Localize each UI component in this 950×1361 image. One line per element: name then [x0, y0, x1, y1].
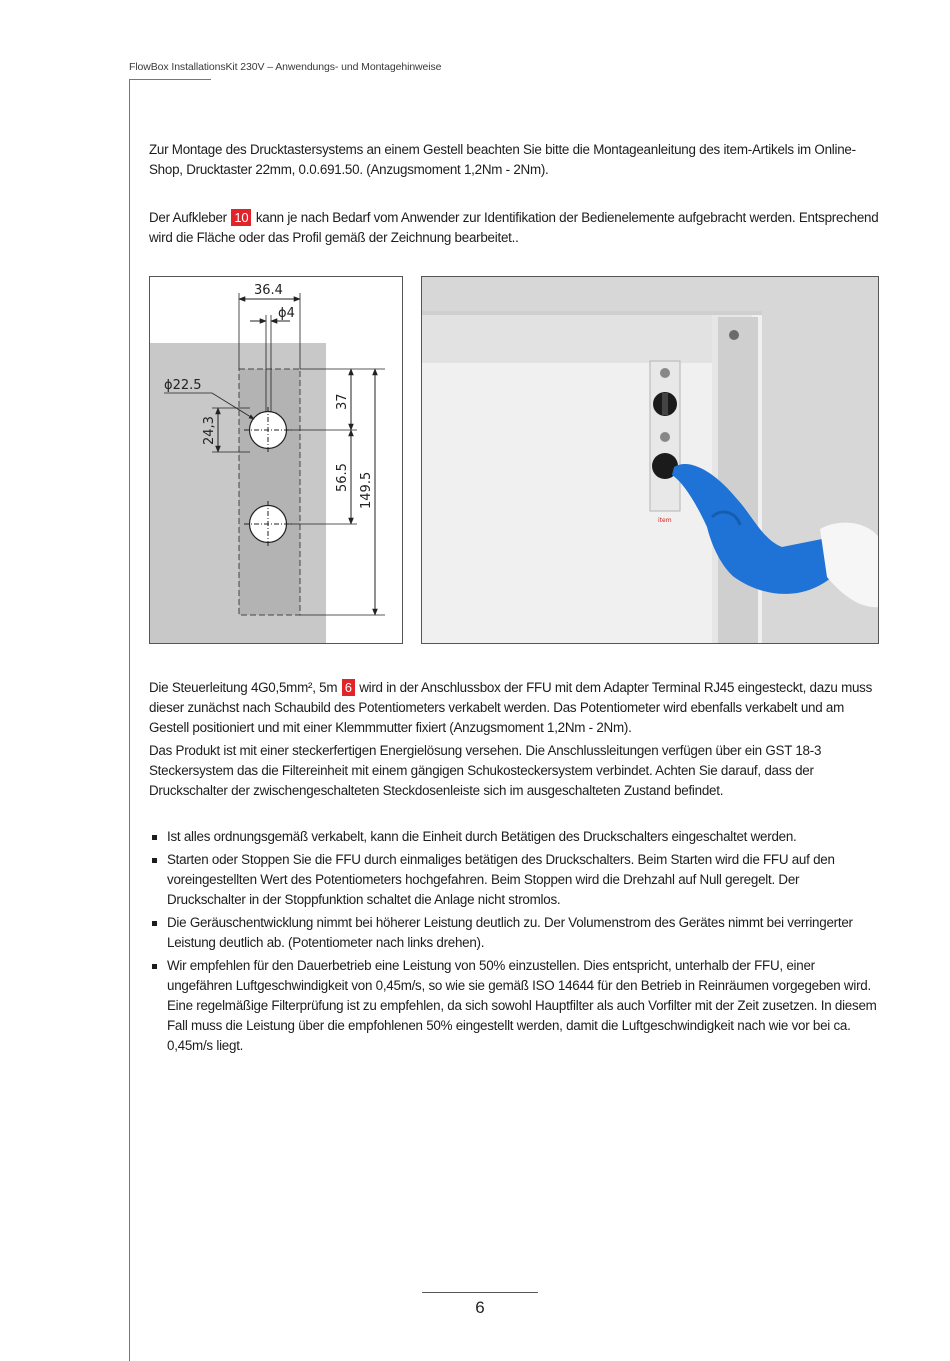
sticker-area	[239, 369, 300, 615]
dim-56-5-label: 56.5	[335, 463, 350, 492]
cable-text-after: wird in der Anschlussbox der FFU mit dem Adapter Terminal RJ45 eingesteckt, dazu muss dieser zunächst nach Schaubild des Potentiometers verkabelt werden. Das Potentiometer wird ebenfalls verkabelt und am Gestell positioniert und mit einer Klemmmutter fixiert (Anzugsmoment 1,2Nm - 2Nm).	[149, 680, 873, 735]
bullet-icon	[152, 921, 157, 926]
list-item	[149, 956, 879, 1056]
technical-drawing	[149, 276, 403, 644]
frame-bolt	[729, 330, 739, 340]
bullet-list	[149, 827, 879, 1059]
dim-149-5-label: 149.5	[359, 471, 374, 509]
page-number: 6	[475, 1298, 485, 1317]
frame-profile	[718, 317, 758, 644]
sticker-text-after: kann je nach Bedarf vom Anwender zur Identifikation der Bedienelemente aufgebracht werden. Entsprechend wird die Fläche oder das Profil gemäß der Zeichnung bearbeitet..	[149, 210, 879, 245]
dim-37-label: 37	[335, 393, 350, 410]
installation-photo	[421, 276, 879, 644]
intro-paragraph-1: Zur Montage des Drucktastersystems an einem Gestell beachten Sie bitte die Montageanleitung des item-Artikels im Online-Shop, Drucktaster 22mm, 0.0.691.50. (Anzugsmoment 1,2Nm - 2Nm).	[149, 142, 856, 177]
document-header: FlowBox InstallationsKit 230V – Anwendungs- und Montagehinweise	[129, 61, 442, 73]
sticker-text-before: Der Aufkleber	[149, 210, 227, 225]
bullet-icon	[152, 835, 157, 840]
margin-rule	[129, 79, 130, 1361]
bullet-icon	[152, 858, 157, 863]
list-item-text: Die Geräuschentwicklung nimmt bei höherer Leistung deutlich zu. Der Volumenstrom des Gerätes nimmt bei verringerter Leistung deutlich ab. (Potentiometer nach links drehen).	[167, 915, 853, 950]
photo-illustration-svg	[422, 277, 879, 644]
cable-paragraph-1	[149, 678, 879, 738]
drilling-drawing-svg	[150, 277, 403, 644]
dim-large-hole-label: ϕ22.5	[164, 378, 202, 393]
list-item	[149, 827, 879, 847]
reference-badge-10: 10	[231, 209, 251, 226]
cable-paragraph-2: Das Produkt ist mit einer steckerfertigen Energielösung versehen. Die Anschlussleitungen verfügen über ein GST 18-3 Steckersystem das die Filtereinheit mit einem gängigen Schukosteckersystem verbindet. Achten Sie darauf, dass der Druckschalter der zwischengeschalteten Steckdosenleiste sich im ausgeschalteten Zustand befindet.	[149, 743, 822, 798]
list-item-text: Wir empfehlen für den Dauerbetrieb eine Leistung von 50% einzustellen. Dies entspricht, unterhalb der FFU, einer ungefähren Luftgeschwindigkeit von 0,45m/s, so wie sie gemäß ISO 14644 für den Betrieb in Reinräumen vorgegeben wird. Eine regelmäßige Filterprüfung ist zu empfehlen, da sich sowohl Hauptfilter als auch Vorfilter mit der Zeit zusetzen. In diesem Fall muss die Leistung über die empfohlenen 50% eingestellt werden, damit die Luftgeschwindigkeit nach wie vor bei ca. 0,45m/s liegt.	[167, 958, 877, 1053]
header-rule	[129, 79, 211, 80]
bullet-icon	[152, 964, 157, 969]
cable-text-before: Die Steuerleitung 4G0,5mm², 5m	[149, 680, 338, 695]
footer-rule	[422, 1292, 538, 1293]
dim-24-3-label: 24,3	[202, 416, 217, 445]
screw-icon-2	[660, 432, 670, 442]
intro-paragraph-2	[149, 208, 879, 248]
list-item	[149, 913, 879, 953]
screw-icon	[660, 368, 670, 378]
list-item-text: Ist alles ordnungsgemäß verkabelt, kann die Einheit durch Betätigen des Druckschalters eingeschaltet werden.	[167, 829, 797, 844]
dim-small-hole-label: ϕ4	[278, 306, 295, 321]
reference-badge-6: 6	[342, 679, 355, 696]
brand-mark: item	[658, 517, 672, 524]
dim-width-label: 36.4	[254, 283, 283, 298]
list-item-text: Starten oder Stoppen Sie die FFU durch einmaliges betätigen des Druckschalters. Beim Starten wird die FFU auf den voreingestellten Wert des Potentiometers hochgefahren. Beim Stoppen wird die Drehzahl auf Null geregelt. Der Druckschalter in der Stoppfunktion schaltet die Anlage nicht stromlos.	[167, 852, 835, 907]
list-item	[149, 850, 879, 910]
